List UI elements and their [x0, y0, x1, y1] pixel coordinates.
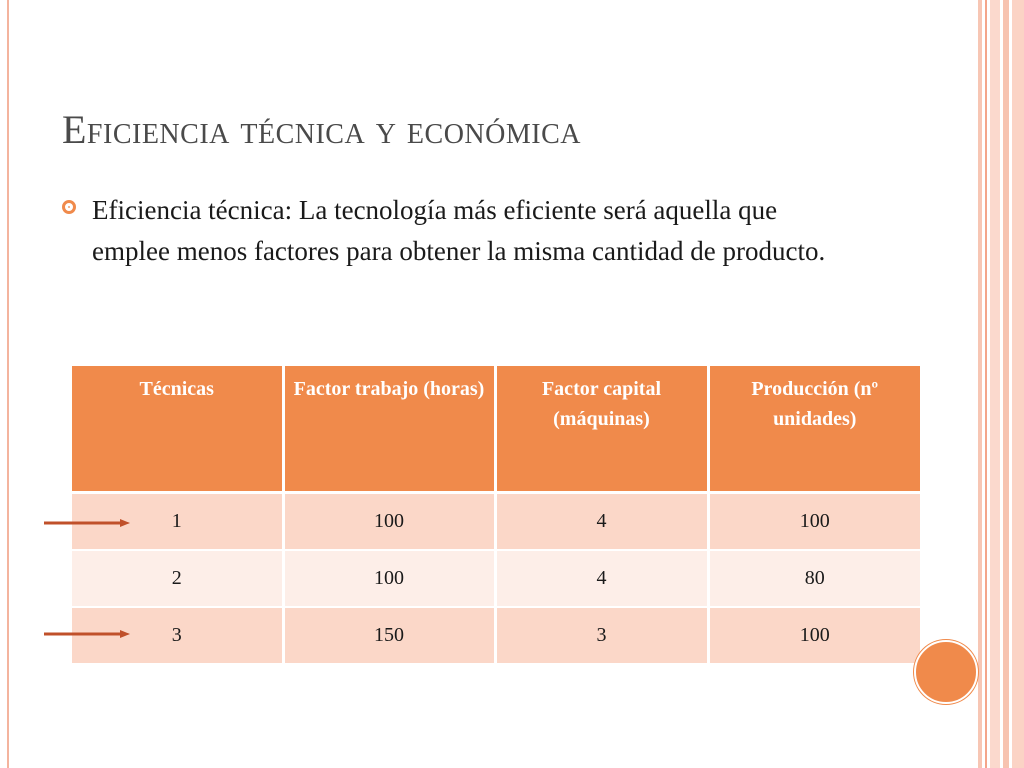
- right-stripe: [990, 0, 1000, 768]
- table-cell: 150: [283, 607, 495, 663]
- header-factor-capital: Factor capital (máquinas): [495, 366, 708, 492]
- decorative-circle: [914, 640, 978, 704]
- header-tecnicas: Técnicas: [72, 366, 283, 492]
- bullet-circle-icon: [62, 200, 76, 214]
- table-cell: 100: [283, 550, 495, 607]
- table-cell: 100: [708, 492, 920, 550]
- bullet-text: Eficiencia técnica: La tecnología más eficiente será aquella que emplee menos factores para obtener la misma cantidad de producto.: [92, 195, 826, 266]
- efficiency-table: [72, 366, 920, 663]
- header-factor-trabajo: Factor trabajo (horas): [283, 366, 495, 492]
- table-cell: 2: [72, 550, 283, 607]
- table-row: [72, 550, 920, 607]
- table-header-row: [72, 366, 920, 492]
- right-stripe: [978, 0, 982, 768]
- table-cell: 3: [495, 607, 708, 663]
- table-row: [72, 607, 920, 663]
- table-row: [72, 492, 920, 550]
- table-cell: 1: [72, 492, 283, 550]
- left-border-line: [7, 0, 9, 768]
- right-stripe: [985, 0, 987, 768]
- right-stripe: [1003, 0, 1009, 768]
- table-cell: 4: [495, 550, 708, 607]
- slide-title: Eficiencia técnica y económica: [62, 107, 581, 152]
- table-cell: 100: [708, 607, 920, 663]
- table-cell: 80: [708, 550, 920, 607]
- table-cell: 100: [283, 492, 495, 550]
- header-produccion: Producción (nº unidades): [708, 366, 920, 492]
- bullet-item: [62, 190, 842, 272]
- table-cell: 3: [72, 607, 283, 663]
- right-stripe: [1012, 0, 1024, 768]
- arrow-right-icon: [44, 628, 130, 640]
- table-cell: 4: [495, 492, 708, 550]
- arrow-right-icon: [44, 517, 130, 529]
